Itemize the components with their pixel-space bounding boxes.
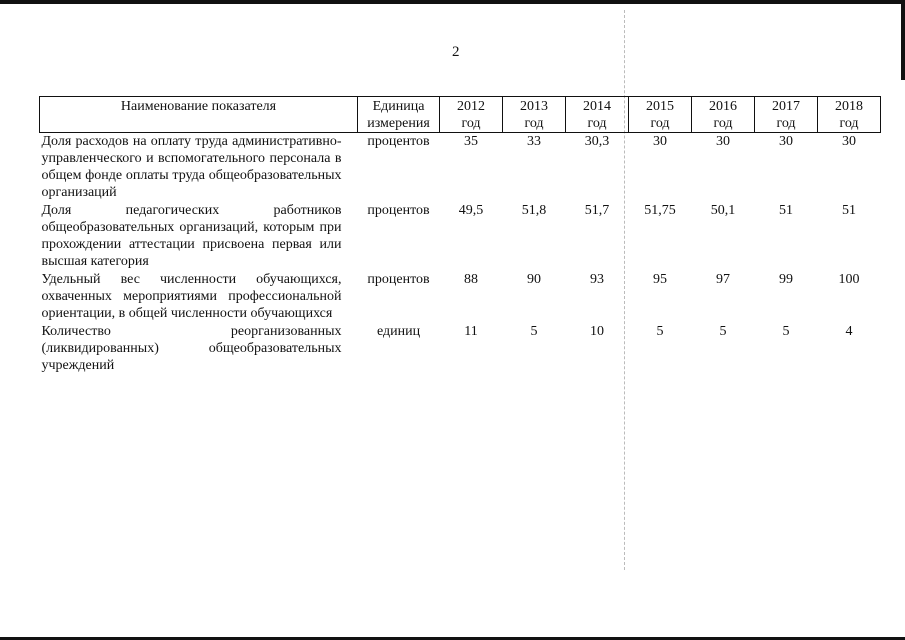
row-value-2017: 99 [779,272,793,287]
header-year-2017: 2017 год [755,97,818,133]
row-unit: единиц [376,324,421,339]
row-value-2014: 93 [590,272,604,287]
table-row [40,202,881,271]
row-value-2018: 30 [842,134,856,149]
row-value-2015: 51,75 [644,203,676,218]
indicators-table [39,96,881,374]
table-header-row [40,97,881,133]
page-number: 2 [452,44,460,60]
row-value-2013: 5 [530,324,538,339]
row-unit: процентов [367,134,430,149]
table-row [40,271,881,323]
row-value-2013: 33 [527,134,541,149]
header-year-2015: 2015 год [629,97,692,133]
row-value-2012: 88 [464,272,478,287]
header-indicator-name: Наименование показателя [40,97,358,133]
row-indicator-name: Доля педагогических работников общеобразовательных организаций, которым при прохождении аттестации присвоена первая или высшая категория [41,203,342,269]
row-value-2015: 30 [653,134,667,149]
row-value-2015: 5 [656,324,664,339]
row-value-2018: 51 [842,203,856,218]
row-value-2012: 49,5 [458,203,484,218]
header-year-2013: 2013 год [503,97,566,133]
row-value-2016: 50,1 [710,203,736,218]
row-value-2017: 51 [779,203,793,218]
row-value-2012: 35 [464,134,478,149]
row-value-2016: 5 [719,324,727,339]
row-value-2014: 30,3 [584,134,610,149]
row-value-2014: 51,7 [584,203,610,218]
scan-border-right [901,0,905,80]
row-unit: процентов [367,203,430,218]
row-indicator-name: Доля расходов на оплату труда административно-управленческого и вспомогательного персонала в общем фонде оплаты труда общеобразовательных организаций [41,134,342,200]
header-year-2012: 2012 год [440,97,503,133]
row-value-2014: 10 [590,324,604,339]
row-value-2013: 90 [527,272,541,287]
table-row [40,133,881,203]
row-value-2016: 30 [716,134,730,149]
header-year-2018: 2018 год [818,97,881,133]
scan-border-top [0,0,905,4]
row-indicator-name: Количество реорганизованных (ликвидированных) общеобразовательных учреждений [41,324,342,373]
header-unit: Единица измерения [358,97,440,133]
table-row [40,323,881,374]
header-year-2014: 2014 год [566,97,629,133]
row-value-2018: 100 [838,272,860,287]
row-value-2018: 4 [845,324,853,339]
row-value-2012: 11 [464,324,478,339]
row-value-2013: 51,8 [521,203,547,218]
row-value-2016: 97 [716,272,730,287]
row-value-2015: 95 [653,272,667,287]
row-value-2017: 30 [779,134,793,149]
row-value-2017: 5 [782,324,790,339]
row-indicator-name: Удельный вес численности обучающихся, охваченных мероприятиями профессиональной ориентации, в общей численности обучающихся [41,272,342,321]
row-unit: процентов [367,272,430,287]
header-year-2016: 2016 год [692,97,755,133]
